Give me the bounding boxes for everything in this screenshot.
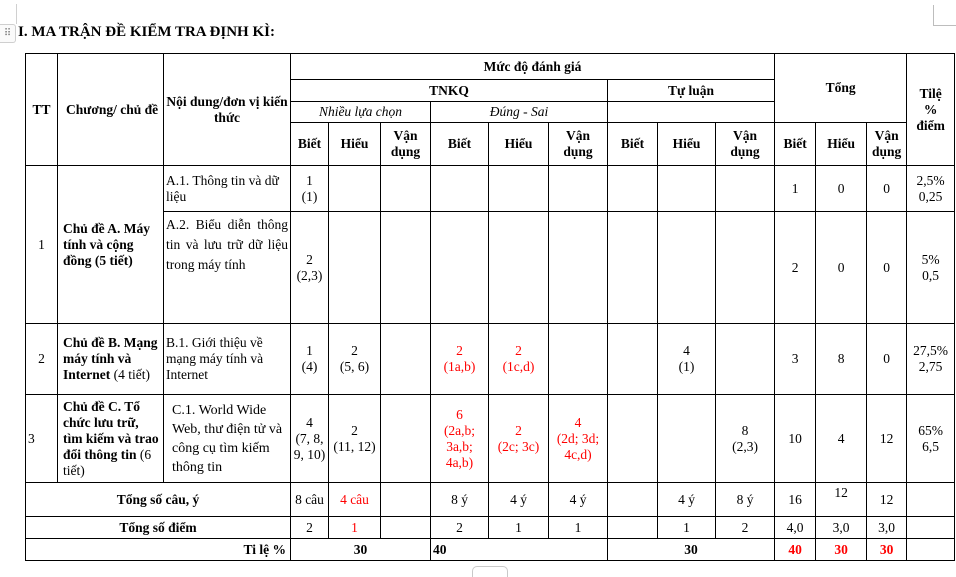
topic-title: Chủ đề B. Mạng máy tính và Internet — [63, 335, 158, 382]
ti-le-percent: 27,5% — [913, 343, 949, 358]
cell-count: 2 — [515, 343, 522, 358]
total-cell — [608, 517, 658, 539]
cell-tong-vd: 0 — [867, 212, 907, 324]
header-tong-biet: Biết — [775, 123, 816, 166]
row-content: B.1. Giới thiệu về mạng máy tính và Internet — [164, 324, 291, 395]
header-tong-hieu: Hiểu — [816, 123, 867, 166]
total-cell: 3,0 — [816, 517, 867, 539]
cell-count: 4 — [574, 414, 582, 430]
total-cell: 1 — [658, 517, 716, 539]
cell-items: (11, 12) — [333, 438, 376, 454]
table-row — [26, 212, 955, 324]
total-questions-row — [26, 483, 955, 517]
total-cell — [381, 483, 431, 517]
total-percent-vd: 30 — [867, 539, 907, 561]
cell-nlc-hieu — [329, 166, 381, 212]
drag-handle-icon[interactable]: ⠿ — [0, 24, 16, 43]
cell-ds-hieu — [489, 166, 549, 212]
cell-ds-biet — [431, 212, 489, 324]
cell-tong-hieu: 0 — [816, 212, 867, 324]
cell-items: (2c; 3c) — [497, 438, 540, 454]
header-tu-luan-sub — [608, 102, 775, 123]
header-tl-hieu: Hiểu — [658, 123, 716, 166]
page-title: I. MA TRẬN ĐỀ KIỂM TRA ĐỊNH KÌ: — [18, 24, 275, 40]
dung-label: dụng — [563, 144, 593, 159]
topic-periods: (4 tiết) — [113, 367, 150, 382]
cell-count: 1 — [306, 343, 313, 358]
header-ds-van-dung — [549, 123, 608, 166]
header-muc-do-danh-gia: Mức độ đánh giá — [291, 54, 775, 80]
cell-tl-biet — [608, 395, 658, 483]
total-cell: 12 — [816, 483, 867, 517]
total-cell: 3,0 — [867, 517, 907, 539]
cell-ti-le — [907, 395, 955, 483]
row-tt: 3 — [26, 395, 58, 483]
cell-tong-hieu: 4 — [816, 395, 867, 483]
cell-items: (2a,b; 3a,b; 4a,b) — [443, 422, 476, 470]
header-chuong-chu-de: Chương/ chủ đề — [58, 54, 164, 166]
page-corner-mark — [933, 5, 956, 26]
ti-le-points: 6,5 — [922, 438, 940, 454]
cell-nlc-hieu — [329, 324, 381, 395]
ti-le-points: 0,5 — [922, 267, 940, 283]
cell-ds-hieu — [489, 395, 549, 483]
ti-le-percent: 5% — [921, 251, 940, 267]
total-cell: 2 — [716, 517, 775, 539]
cell-ds-biet — [431, 395, 489, 483]
cell-tl-hieu — [658, 212, 716, 324]
ti-le-percent: 2,5% — [916, 172, 945, 188]
total-cell — [381, 517, 431, 539]
cell-tong-biet: 2 — [775, 212, 816, 324]
cell-count: 8 — [741, 422, 749, 438]
header-nlc-van-dung — [381, 123, 431, 166]
header-ti-le-line1: Tilệ — [919, 85, 942, 101]
total-questions-label: Tổng số câu, ý — [26, 483, 291, 517]
cell-nlc-biet — [291, 212, 329, 324]
ti-le-points: 0,25 — [918, 188, 943, 204]
page-nav-tab[interactable] — [472, 566, 508, 577]
cell-nlc-hieu — [329, 395, 381, 483]
cell-items: (1c,d) — [502, 359, 535, 374]
cell-tong-vd: 0 — [867, 166, 907, 212]
header-nhieu-lua-chon: Nhiều lựa chọn — [291, 102, 431, 123]
header-tl-van-dung — [716, 123, 775, 166]
total-cell: 8 câu — [291, 483, 329, 517]
total-cell — [907, 483, 955, 517]
cell-ti-le — [907, 212, 955, 324]
dung-label: dụng — [730, 144, 760, 159]
total-cell: 2 — [291, 517, 329, 539]
van-label: Vận — [565, 128, 590, 143]
total-cell: 2 — [431, 517, 489, 539]
cell-count: 2 — [306, 251, 313, 267]
table-row — [26, 166, 955, 212]
van-label: Vận — [733, 128, 758, 143]
row-topic — [58, 395, 164, 483]
total-percent-biet: 40 — [775, 539, 816, 561]
total-percent-nlc: 30 — [291, 539, 431, 561]
total-cell: 8 ý — [431, 483, 489, 517]
header-ds-biet: Biết — [431, 123, 489, 166]
cell-items: (1) — [678, 359, 695, 374]
cell-tong-vd: 12 — [867, 395, 907, 483]
cell-tl-hieu — [658, 324, 716, 395]
cell-tong-biet: 3 — [775, 324, 816, 395]
van-label: Vận — [393, 128, 418, 143]
row-tt: 1 — [26, 166, 58, 324]
cell-nlc-biet — [291, 324, 329, 395]
ti-le-points: 2,75 — [918, 359, 943, 374]
assessment-matrix-table — [25, 53, 955, 561]
row-content: C.1. World Wide Web, thư điện tử và công cụ tìm kiếm thông tin — [164, 395, 291, 483]
cell-ds-vd — [549, 395, 608, 483]
cell-nlc-biet — [291, 166, 329, 212]
dung-label: dụng — [871, 144, 902, 159]
header-tt: TT — [26, 54, 58, 166]
cell-tl-vd — [716, 166, 775, 212]
total-percent-tl: 30 — [608, 539, 775, 561]
cell-ds-vd — [549, 324, 608, 395]
cell-nlc-hieu — [329, 212, 381, 324]
header-ti-le — [907, 54, 955, 166]
header-nlc-hieu: Hiểu — [329, 123, 381, 166]
topic-title: Chủ đề C. Tổ chức lưu trữ, tìm kiếm và trao đổi thông tin — [63, 398, 159, 462]
cell-nlc-biet — [291, 395, 329, 483]
total-cell — [907, 517, 955, 539]
total-cell: 4 câu — [329, 483, 381, 517]
cell-items: (4) — [301, 359, 318, 374]
cell-count: 2 — [351, 343, 358, 358]
cell-tong-hieu: 0 — [816, 166, 867, 212]
total-cell: 4 ý — [658, 483, 716, 517]
cell-items: (1) — [301, 188, 318, 204]
header-nlc-biet: Biết — [291, 123, 329, 166]
cell-tl-vd — [716, 212, 775, 324]
cell-ds-hieu — [489, 324, 549, 395]
header-ds-hieu: Hiểu — [489, 123, 549, 166]
header-dung-sai: Đúng - Sai — [431, 102, 608, 123]
cell-items: (2d; 3d; 4c,d) — [556, 430, 600, 462]
cell-tl-biet — [608, 166, 658, 212]
row-content: A.2. Biểu diễn thông tin và lưu trữ dữ liệu trong máy tính — [164, 212, 291, 324]
total-points-label: Tổng số điểm — [26, 517, 291, 539]
total-cell: 1 — [329, 517, 381, 539]
cell-count: 2 — [351, 422, 358, 438]
total-percent-last — [907, 539, 955, 561]
cell-tong-biet: 10 — [775, 395, 816, 483]
cursor-guide-line — [16, 4, 17, 24]
row-topic: Chủ đề A. Máy tính và cộng đồng (5 tiết) — [58, 166, 164, 324]
total-percent-label: Ti lệ % — [26, 539, 291, 561]
total-percent-hieu: 30 — [816, 539, 867, 561]
cell-tl-biet — [608, 212, 658, 324]
cell-tl-hieu — [658, 395, 716, 483]
cell-ti-le — [907, 324, 955, 395]
total-cell — [608, 483, 658, 517]
cell-tl-vd — [716, 395, 775, 483]
cell-items: (1a,b) — [443, 359, 476, 374]
header-ti-le-line2: % — [923, 101, 938, 117]
total-cell: 1 — [549, 517, 608, 539]
table-row — [26, 395, 955, 483]
cell-count: 4 — [306, 414, 313, 430]
cell-ds-biet — [431, 324, 489, 395]
header-tong: Tổng — [775, 54, 907, 123]
row-tt: 2 — [26, 324, 58, 395]
cell-tong-biet: 1 — [775, 166, 816, 212]
total-cell: 8 ý — [716, 483, 775, 517]
cell-nlc-vd — [381, 212, 431, 324]
row-content: A.1. Thông tin và dữ liệu — [164, 166, 291, 212]
total-cell: 4,0 — [775, 517, 816, 539]
cell-tl-hieu — [658, 166, 716, 212]
cell-count: 2 — [515, 422, 522, 438]
dung-label: dụng — [390, 144, 421, 159]
cell-count: 4 — [683, 343, 690, 358]
table-row — [26, 324, 955, 395]
header-tong-van-dung — [867, 123, 907, 166]
cell-tl-biet — [608, 324, 658, 395]
topic-periods: (6 tiết) — [63, 446, 152, 478]
cell-tong-hieu: 8 — [816, 324, 867, 395]
total-percent-ds: 40 — [431, 539, 608, 561]
total-cell: 4 ý — [489, 483, 549, 517]
ti-le-percent: 65% — [918, 422, 943, 438]
cell-items: (5, 6) — [339, 359, 370, 374]
cell-tl-vd — [716, 324, 775, 395]
header-noi-dung: Nội dung/đơn vị kiến thức — [164, 54, 291, 166]
header-tu-luan: Tự luận — [608, 80, 775, 102]
total-points-row — [26, 517, 955, 539]
total-cell: 1 — [489, 517, 549, 539]
cell-ds-vd — [549, 212, 608, 324]
total-cell: 16 — [775, 483, 816, 517]
total-cell: 4 ý — [549, 483, 608, 517]
cell-ds-biet — [431, 166, 489, 212]
cell-items: (2,3) — [732, 438, 758, 454]
header-ti-le-line3: điểm — [916, 117, 945, 133]
cell-ds-hieu — [489, 212, 549, 324]
header-tnkq: TNKQ — [291, 80, 608, 102]
cell-ds-vd — [549, 166, 608, 212]
van-label: Vận — [874, 128, 899, 143]
cell-ti-le — [907, 166, 955, 212]
cell-count: 1 — [306, 172, 313, 188]
cell-nlc-vd — [381, 395, 431, 483]
total-percent-row — [26, 539, 955, 561]
cell-items: (2,3) — [296, 267, 323, 283]
cell-nlc-vd — [381, 166, 431, 212]
cell-items: (7, 8, 9, 10) — [293, 430, 326, 462]
cell-tong-vd: 0 — [867, 324, 907, 395]
row-topic — [58, 324, 164, 395]
cell-count: 2 — [456, 343, 463, 358]
header-tl-biet: Biết — [608, 123, 658, 166]
total-cell: 12 — [867, 483, 907, 517]
cell-count: 6 — [456, 406, 463, 422]
cell-nlc-vd — [381, 324, 431, 395]
